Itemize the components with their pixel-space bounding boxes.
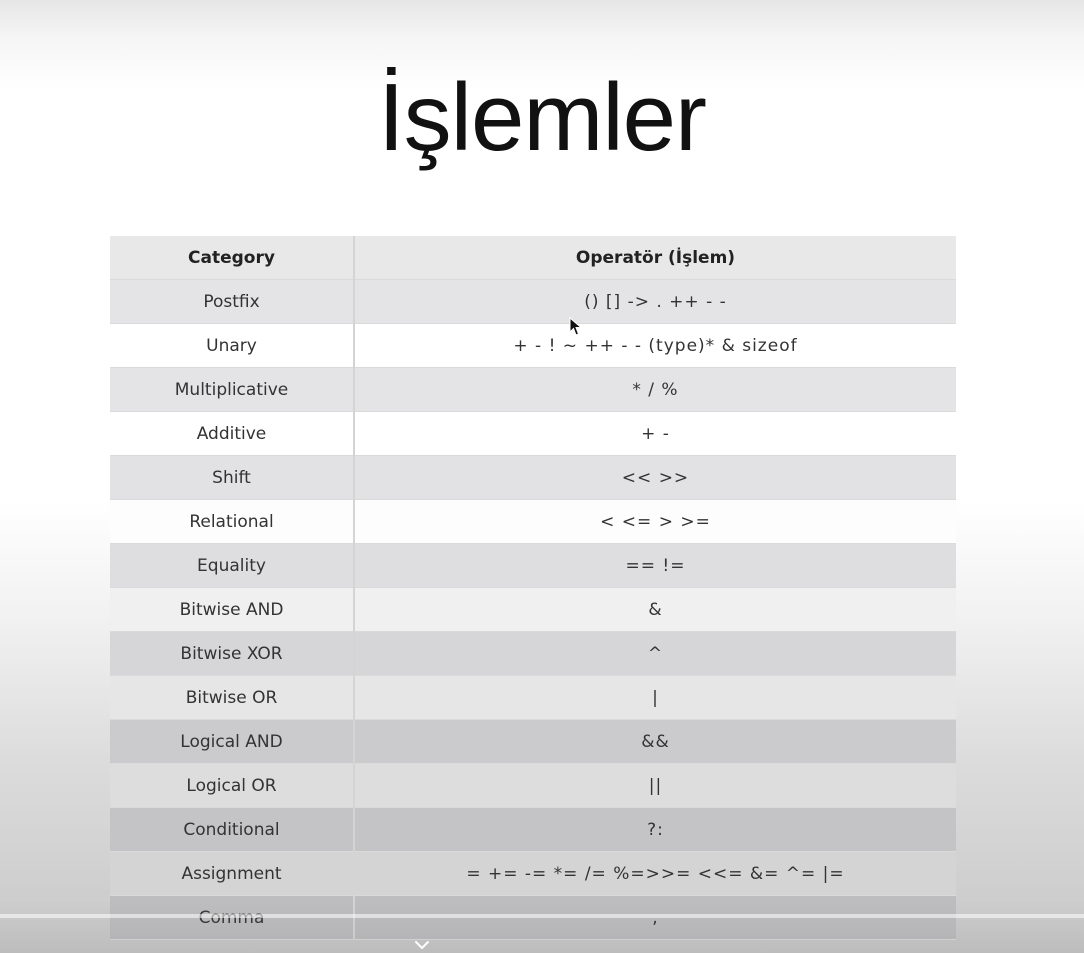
- table-row: [110, 456, 956, 500]
- column-header-operator: Operatör (İşlem): [354, 236, 956, 280]
- category-cell: Bitwise AND: [110, 588, 354, 632]
- operators-cell: &: [354, 588, 956, 632]
- slide-title: İşlemler: [377, 64, 707, 171]
- operators-cell: &&: [354, 720, 956, 764]
- operators-cell: == !=: [354, 544, 956, 588]
- table-row: [110, 632, 956, 676]
- table-row: [110, 764, 956, 808]
- category-cell: Postfix: [110, 280, 354, 324]
- table-row: [110, 588, 956, 632]
- operators-cell: < <= > >=: [354, 500, 956, 544]
- category-cell: Bitwise OR: [110, 676, 354, 720]
- category-cell: Unary: [110, 324, 354, 368]
- table-row: [110, 676, 956, 720]
- chevron-down-icon[interactable]: [414, 940, 430, 950]
- table-row: [110, 720, 956, 764]
- operator-precedence-table: [110, 236, 956, 940]
- operators-cell: ||: [354, 764, 956, 808]
- table-row: [110, 808, 956, 852]
- table-row: [110, 324, 956, 368]
- column-header-category: Category: [110, 236, 354, 280]
- category-cell: Additive: [110, 412, 354, 456]
- category-cell: Multiplicative: [110, 368, 354, 412]
- category-cell: Logical AND: [110, 720, 354, 764]
- table-row: [110, 412, 956, 456]
- table-row: [110, 280, 956, 324]
- table-row: [110, 544, 956, 588]
- operators-cell: () [] -> . ++ - -: [354, 280, 956, 324]
- category-cell: Equality: [110, 544, 354, 588]
- operators-cell: |: [354, 676, 956, 720]
- table-row: [110, 852, 956, 896]
- video-controls-overlay: [0, 900, 1084, 953]
- operators-cell: + - ! ~ ++ - - (type)* & sizeof: [354, 324, 956, 368]
- category-cell: Conditional: [110, 808, 354, 852]
- category-cell: Logical OR: [110, 764, 354, 808]
- table-row: [110, 500, 956, 544]
- operators-cell: = += -= *= /= %=>>= <<= &= ^= |=: [354, 852, 956, 896]
- operators-cell: << >>: [354, 456, 956, 500]
- table-header-row: [110, 236, 956, 280]
- operators-cell: ?:: [354, 808, 956, 852]
- operators-cell: * / %: [354, 368, 956, 412]
- video-progress-bar[interactable]: [0, 914, 1084, 918]
- category-cell: Assignment: [110, 852, 354, 896]
- category-cell: Shift: [110, 456, 354, 500]
- table-row: [110, 368, 956, 412]
- mouse-pointer-icon: [569, 317, 583, 337]
- operators-cell: + -: [354, 412, 956, 456]
- operators-cell: ^: [354, 632, 956, 676]
- category-cell: Relational: [110, 500, 354, 544]
- category-cell: Bitwise XOR: [110, 632, 354, 676]
